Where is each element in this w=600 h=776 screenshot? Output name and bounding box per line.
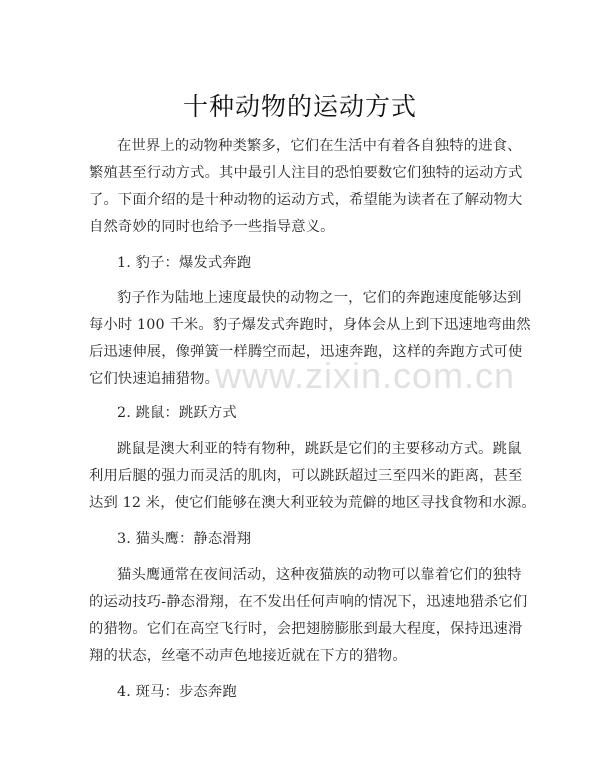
intro-line: 在世界上的动物种类繁多，它们在生活中有着各自独特的进食、	[117, 138, 522, 154]
section-heading-1: 1. 豹子：爆发式奔跑	[117, 255, 252, 271]
paragraph-line: 达到 12 米，使它们能够在澳大利亚较为荒僻的地区寻找食物和水源。	[89, 495, 536, 511]
paragraph-line: 的运动技巧-静态滑翔，在不发出任何声响的情况下，迅速地猎杀它们	[89, 594, 528, 610]
section-heading-4: 4. 斑马：步态奔跑	[117, 684, 237, 700]
intro-line: 繁殖甚至行动方式。其中最引人注目的恐怕要数它们独特的运动方式	[89, 165, 523, 181]
intro-line: 自然奇妙的同时也给予一些指导意义。	[89, 219, 335, 235]
paragraph-line: 每小时 100 千米。豹子爆发式奔跑时，身体会从上到下迅速地弯曲然	[89, 317, 531, 333]
paragraph-line: 豹子作为陆地上速度最快的动物之一，它们的奔跑速度能够达到	[117, 290, 522, 306]
paragraph-line: 后迅速伸展，像弹簧一样腾空而起，迅速奔跑，这样的奔跑方式可使	[89, 344, 523, 360]
paragraph-line: 跳鼠是澳大利亚的特有物种，跳跃是它们的主要移动方式。跳鼠	[117, 441, 522, 457]
paragraph-line: 它们快速追捕猎物。	[89, 371, 220, 387]
paragraph-line: 翔的状态，丝毫不动声色地接近就在下方的猎物。	[89, 648, 407, 664]
watermark: www.zixin.com.cn	[215, 355, 516, 396]
intro-line: 了。下面介绍的是十种动物的运动方式，希望能为读者在了解动物大	[89, 192, 523, 208]
section-heading-2: 2. 跳鼠：跳跃方式	[117, 405, 237, 421]
section-heading-3: 3. 猫头鹰：静态滑翔	[117, 531, 252, 547]
paragraph-line: 的猎物。它们在高空飞行时，会把翅膀膨胀到最大程度，保持迅速滑	[89, 621, 523, 637]
paragraph-line: 利用后腿的强力而灵活的肌肉，可以跳跃超过三至四米的距离，甚至	[89, 468, 523, 484]
document-title: 十种动物的运动方式	[182, 92, 417, 121]
paragraph-line: 猫头鹰通常在夜间活动，这种夜猫族的动物可以靠着它们的独特	[117, 567, 522, 583]
